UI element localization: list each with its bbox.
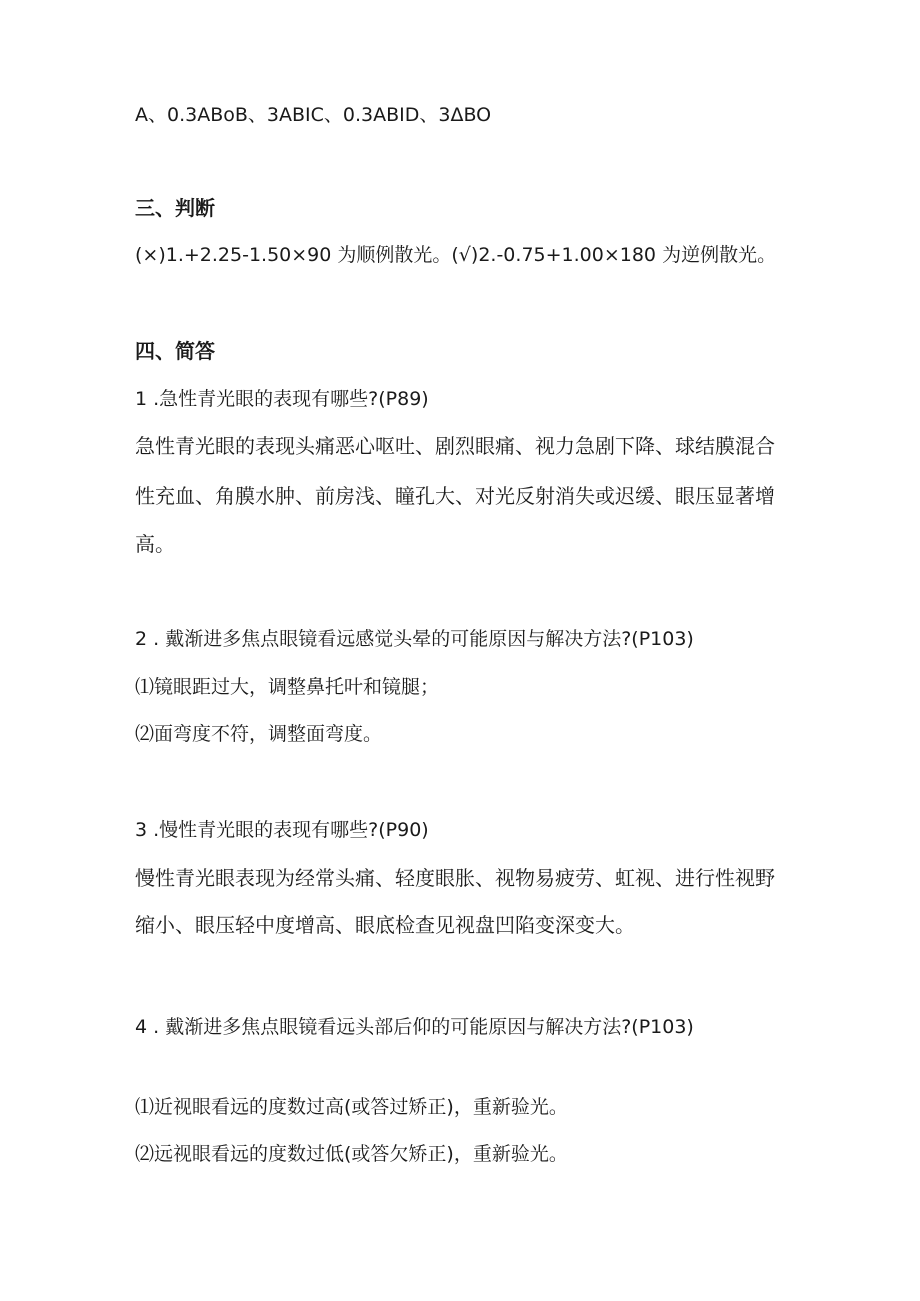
question-2: 2 . 戴渐进多焦点眼镜看远感觉头晕的可能原因与解决方法?(P103) [135,628,694,650]
question-3: 3 .慢性青光眼的表现有哪些?(P90) [135,819,429,841]
answer-1-line-3: 高。 [135,532,175,556]
section-heading-judgement: 三、判断 [135,196,215,220]
answer-1-line-1: 急性青光眼的表现头痛恶心呕吐、剧烈眼痛、视力急剧下降、球结膜混合 [135,434,775,458]
answer-2-line-1: ⑴镜眼距过大，调整鼻托叶和镜腿； [135,676,440,698]
answer-1-line-2: 性充血、角膜水肿、前房浅、瞳孔大、对光反射消失或迟缓、眼压显著增 [135,484,775,508]
answer-3-line-1: 慢性青光眼表现为经常头痛、轻度眼胀、视物易疲劳、虹视、进行性视野 [135,866,775,890]
answer-2-line-2: ⑵面弯度不符，调整面弯度。 [135,723,383,745]
question-4: 4 . 戴渐进多焦点眼镜看远头部后仰的可能原因与解决方法?(P103) [135,1016,694,1038]
options-line: A、0.3ABoB、3ABIC、0.3ABID、3ΔBO [135,104,492,126]
answer-4-line-2: ⑵远视眼看远的度数过低(或答欠矫正)，重新验光。 [135,1143,568,1165]
section-heading-short-answer: 四、简答 [135,339,215,363]
question-1: 1 .急性青光眼的表现有哪些?(P89) [135,388,429,410]
answer-3-line-2: 缩小、眼压轻中度增高、眼底检查见视盘凹陷变深变大。 [135,913,635,937]
answer-4-line-1: ⑴近视眼看远的度数过高(或答过矫正)，重新验光。 [135,1096,568,1118]
judgement-line: (×)1.+2.25-1.50×90 为顺例散光。(√)2.-0.75+1.00×180 为逆例散光。 [135,244,777,266]
